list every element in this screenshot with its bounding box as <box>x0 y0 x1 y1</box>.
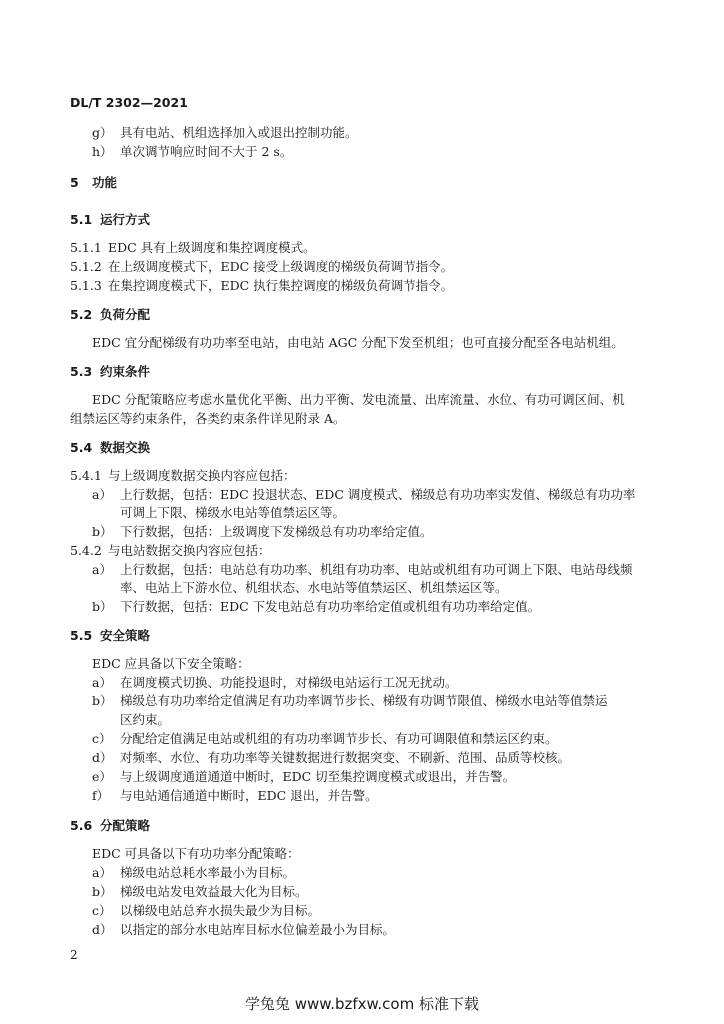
clause-text: 在集控调度模式下，EDC 执行集控调度的梯级负荷调节指令。 <box>108 278 454 293</box>
section-title: 负荷分配 <box>100 307 151 322</box>
list-text: 率、电站上下游水位、机组状态、水电站等值禁运区、机组禁运区等。 <box>120 580 508 595</box>
clause-number: 5.1.2 <box>70 259 102 274</box>
list-text: 以指定的部分水电站库目标水位偏差最小为目标。 <box>120 922 396 937</box>
section-title: 约束条件 <box>100 364 151 379</box>
list-text: 下行数据，包括：上级调度下发梯级总有功功率给定值。 <box>120 524 433 539</box>
list-label: a） <box>92 675 112 690</box>
list-label: g） <box>92 125 113 140</box>
section-title: 数据交换 <box>100 440 151 455</box>
list-label: b） <box>92 693 113 708</box>
list-label: c） <box>92 903 112 918</box>
section-number: 5.5 <box>70 628 93 643</box>
list-text: 与电站通信通道中断时，EDC 退出，并告警。 <box>120 788 378 803</box>
list-text: 上行数据，包括：EDC 投退状态、EDC 调度模式、梯级总有功功率实发值、梯级总有功功率 <box>120 487 636 502</box>
section-title: 分配策略 <box>100 818 151 833</box>
list-text: 上行数据，包括：电站总有功功率、机组有功功率、电站或机组有功可调上下限、电站母线频 <box>120 562 633 577</box>
standard-code: DL/T 2302—2021 <box>70 95 188 110</box>
section-number: 5.3 <box>70 364 93 379</box>
clause-number: 5.1.1 <box>70 240 102 255</box>
section-number: 5.1 <box>70 212 93 227</box>
page-number: 2 <box>70 948 78 962</box>
list-text: 梯级电站总耗水率最小为目标。 <box>120 865 296 880</box>
section-title: 安全策略 <box>100 628 151 643</box>
section-number: 5.4 <box>70 440 93 455</box>
clause-text: EDC 具有上级调度和集控调度模式。 <box>108 240 316 255</box>
clause-number: 5.4.1 <box>70 468 102 483</box>
list-text: 下行数据，包括：EDC 下发电站总有功功率给定值或机组有功功率给定值。 <box>120 599 541 614</box>
list-label: b） <box>92 884 113 899</box>
paragraph-line: EDC 宜分配梯级有功功率至电站，由电站 AGC 分配下发至机组；也可直接分配至各电站机组。 <box>92 335 624 350</box>
section-number: 5 <box>70 175 79 190</box>
paragraph-line: EDC 可具备以下有功功率分配策略： <box>92 846 300 861</box>
list-text: 具有电站、机组选择加入或退出控制功能。 <box>120 125 358 140</box>
section-title: 运行方式 <box>100 212 151 227</box>
list-label: d） <box>92 922 113 937</box>
clause-number: 5.1.3 <box>70 278 102 293</box>
list-text: 梯级总有功功率给定值满足有功功率调节步长、梯级有功调节限值、梯级水电站等值禁运 <box>120 693 608 708</box>
list-text: 对频率、水位、有功功率等关键数据进行数据突变、不刷新、范围、品质等校核。 <box>120 750 571 765</box>
paragraph-line: EDC 分配策略应考虑水量优化平衡、出力平衡、发电流量、出库流量、水位、有功可调区间、机 <box>92 392 625 407</box>
list-text: 可调上下限、梯级水电站等值禁运区等。 <box>120 505 346 520</box>
list-text: 在调度模式切换、功能投退时，对梯级电站运行工况无扰动。 <box>120 675 458 690</box>
list-label: a） <box>92 865 112 880</box>
clause-text: 与上级调度数据交换内容应包括： <box>108 468 296 483</box>
list-label: d） <box>92 750 113 765</box>
list-label: c） <box>92 731 112 746</box>
list-label: b） <box>92 524 113 539</box>
section-title: 功能 <box>92 175 118 190</box>
clause-text: 与电站数据交换内容应包括： <box>108 543 271 558</box>
list-label: b） <box>92 599 113 614</box>
clause-number: 5.4.2 <box>70 543 102 558</box>
list-text: 梯级电站发电效益最大化为目标。 <box>120 884 308 899</box>
list-text: 分配给定值满足电站或机组的有功功率调节步长、有功可调限值和禁运区约束。 <box>120 731 558 746</box>
list-label: a） <box>92 562 112 577</box>
paragraph-line: EDC 应具备以下安全策略： <box>92 656 250 671</box>
list-text: 单次调节响应时间不大于 2 s。 <box>120 144 293 159</box>
list-label: e） <box>92 769 112 784</box>
section-number: 5.2 <box>70 307 93 322</box>
section-number: 5.6 <box>70 818 93 833</box>
list-label: h） <box>92 144 113 159</box>
list-label: a） <box>92 487 112 502</box>
list-text: 与上级调度通道通道中断时，EDC 切至集控调度模式或退出，并告警。 <box>120 769 516 784</box>
paragraph-line: 组禁运区等约束条件，各类约束条件详见附录 A。 <box>70 411 346 426</box>
clause-text: 在上级调度模式下，EDC 接受上级调度的梯级负荷调节指令。 <box>108 259 454 274</box>
list-label: f） <box>92 788 110 803</box>
list-text: 以梯级电站总弃水损失最少为目标。 <box>120 903 321 918</box>
site-watermark-footer[interactable]: 学兔兔 www.bzfxw.com 标准下载 <box>245 995 479 1013</box>
list-text: 区约束。 <box>120 712 171 727</box>
